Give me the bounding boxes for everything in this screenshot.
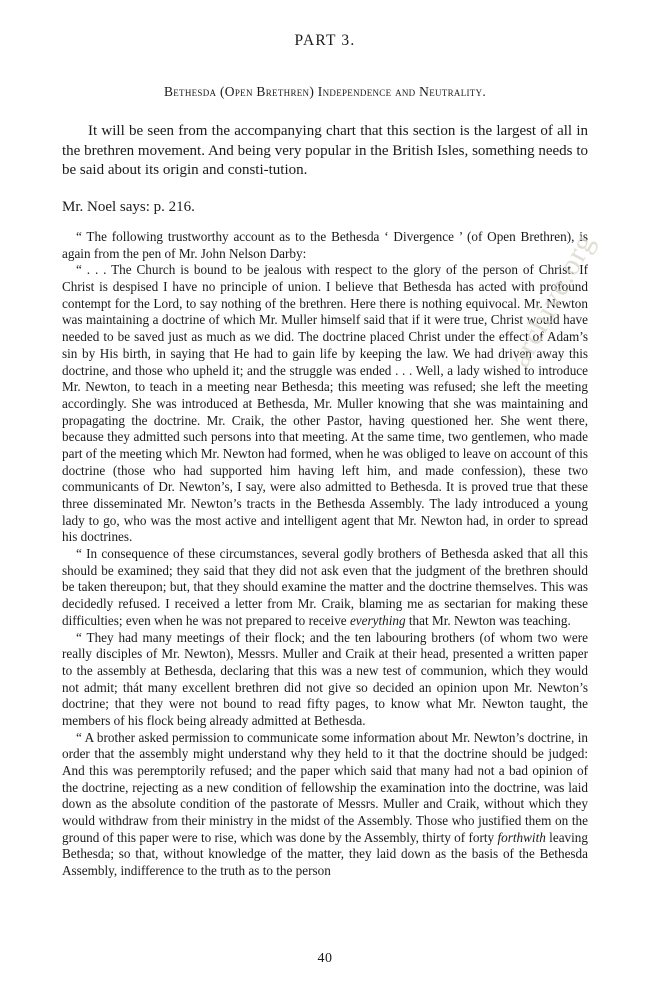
watermark-text: archive.org (503, 227, 601, 373)
page-title: PART 3. (294, 32, 356, 49)
quote-paragraph: “ The following trustworthy account as to the Bethesda ‘ Divergence ’ (of Open Brethren), is again from the pen of Mr. John Nelson Darby: (62, 229, 588, 261)
lead-paragraph: It will be seen from the accompanying chart that this section is the largest of all in the brethren movement. And being very popular in the British Isles, something needs to be said about its origin and consti-tution. (62, 123, 588, 178)
section-heading: Bethesda (Open Brethren) Independence and Neutrality. (163, 84, 487, 99)
reference-line: Mr. Noel says: p. 216. (62, 198, 195, 215)
quote-paragraph: “ A brother asked permission to communicate some information about Mr. Newton’s doctrine, in order that the assembly might understand why they held to it that the doctrine should be judged: And this was peremptorily refused; and the paper which said that many had not a bad opinion of the doctrine, rejecting as a new condition of fellowship the examination into the doctrine, was laid down as the absolute condition of the pastorate of Messrs. Muller and Craik, without which they would withdraw from their ministry in the midst of the Assembly. Those who justified them on the ground of this paper were to rise, which was done by the Assembly, thirty of forty forthwith leaving Bethesda; so that, without knowledge of the matter, they laid down as the basis of the Bethesda Assembly, indifference to the truth as to the person (62, 729, 588, 879)
quote-paragraph: “ They had many meetings of their flock; and the ten labouring brothers (of whom two were really disciples of Mr. Newton), Messrs. Muller and Craik at their head, presented a written paper to the assembly at Bethesda, declaring that this was a new test of communion, which they would not admit; thát many excellent brethren did not give so decided an opinion upon Mr. Newton’s doctrine; that they were not bound to read fifty pages, to know what Mr. Newton taught, the members of his flock being already admitted at Bethesda. (62, 629, 588, 728)
quote-paragraph: “ In consequence of these circumstances, several godly brothers of Bethesda asked that all this should be examined; they said that they did not ask even that the judgment of the brethren should be taken thereupon; but, that they should examine the matter and the doctrine themselves. This was decidedly refused. I received a letter from Mr. Craik, blaming me as sectarian for making these difficulties; even when he was not prepared to receive everything that Mr. Newton was teaching. (62, 546, 588, 628)
quote-paragraph: “ . . . The Church is bound to be jealous with respect to the glory of the person of Christ. If Christ is despised I have no principle of union. I believe that Bethesda has acted with profound contempt for the Lord, to say nothing of the brethren. Here there is nothing equivocal. Mr. Newton was maintaining a doctrine of which Mr. Muller himself said that if it were true, Christ would have needed to be saved just as much as we did. The doctrine placed Christ under the effect of Adam’s sin by His birth, in saying that He had to gain life by keeping the law. We had driven away this doctrine, and those who upheld it; and the struggle was ended . . . Well, a lady wished to introduce Mr. Newton, to teach in a meeting near Bethesda; this meeting was refused; she left the meeting accordingly. She was introduced at Bethesda, Mr. Muller knowing that she was maintaining and propagating the doctrine. Mr. Craik, the other Pastor, having questioned her. She went there, because they admitted such persons into that meeting. At the same time, two gentlemen, who made part of the meeting which Mr. Newton had formed, when he was obliged to leave on account of this doctrine (those who had supported him having left him, and made confession), these two communicants of Dr. Newton’s, I say, were also admitted to Bethesda. It is proved true that these three disseminated Mr. Newton’s tracts in the Bethesda Assembly. The lady introduced a young lady to go, who was the most active and intelligent agent that Mr. Newton had, in order to spread his doctrines. (62, 262, 588, 545)
page-number: 40 (317, 951, 333, 966)
quotation-block (62, 229, 588, 880)
